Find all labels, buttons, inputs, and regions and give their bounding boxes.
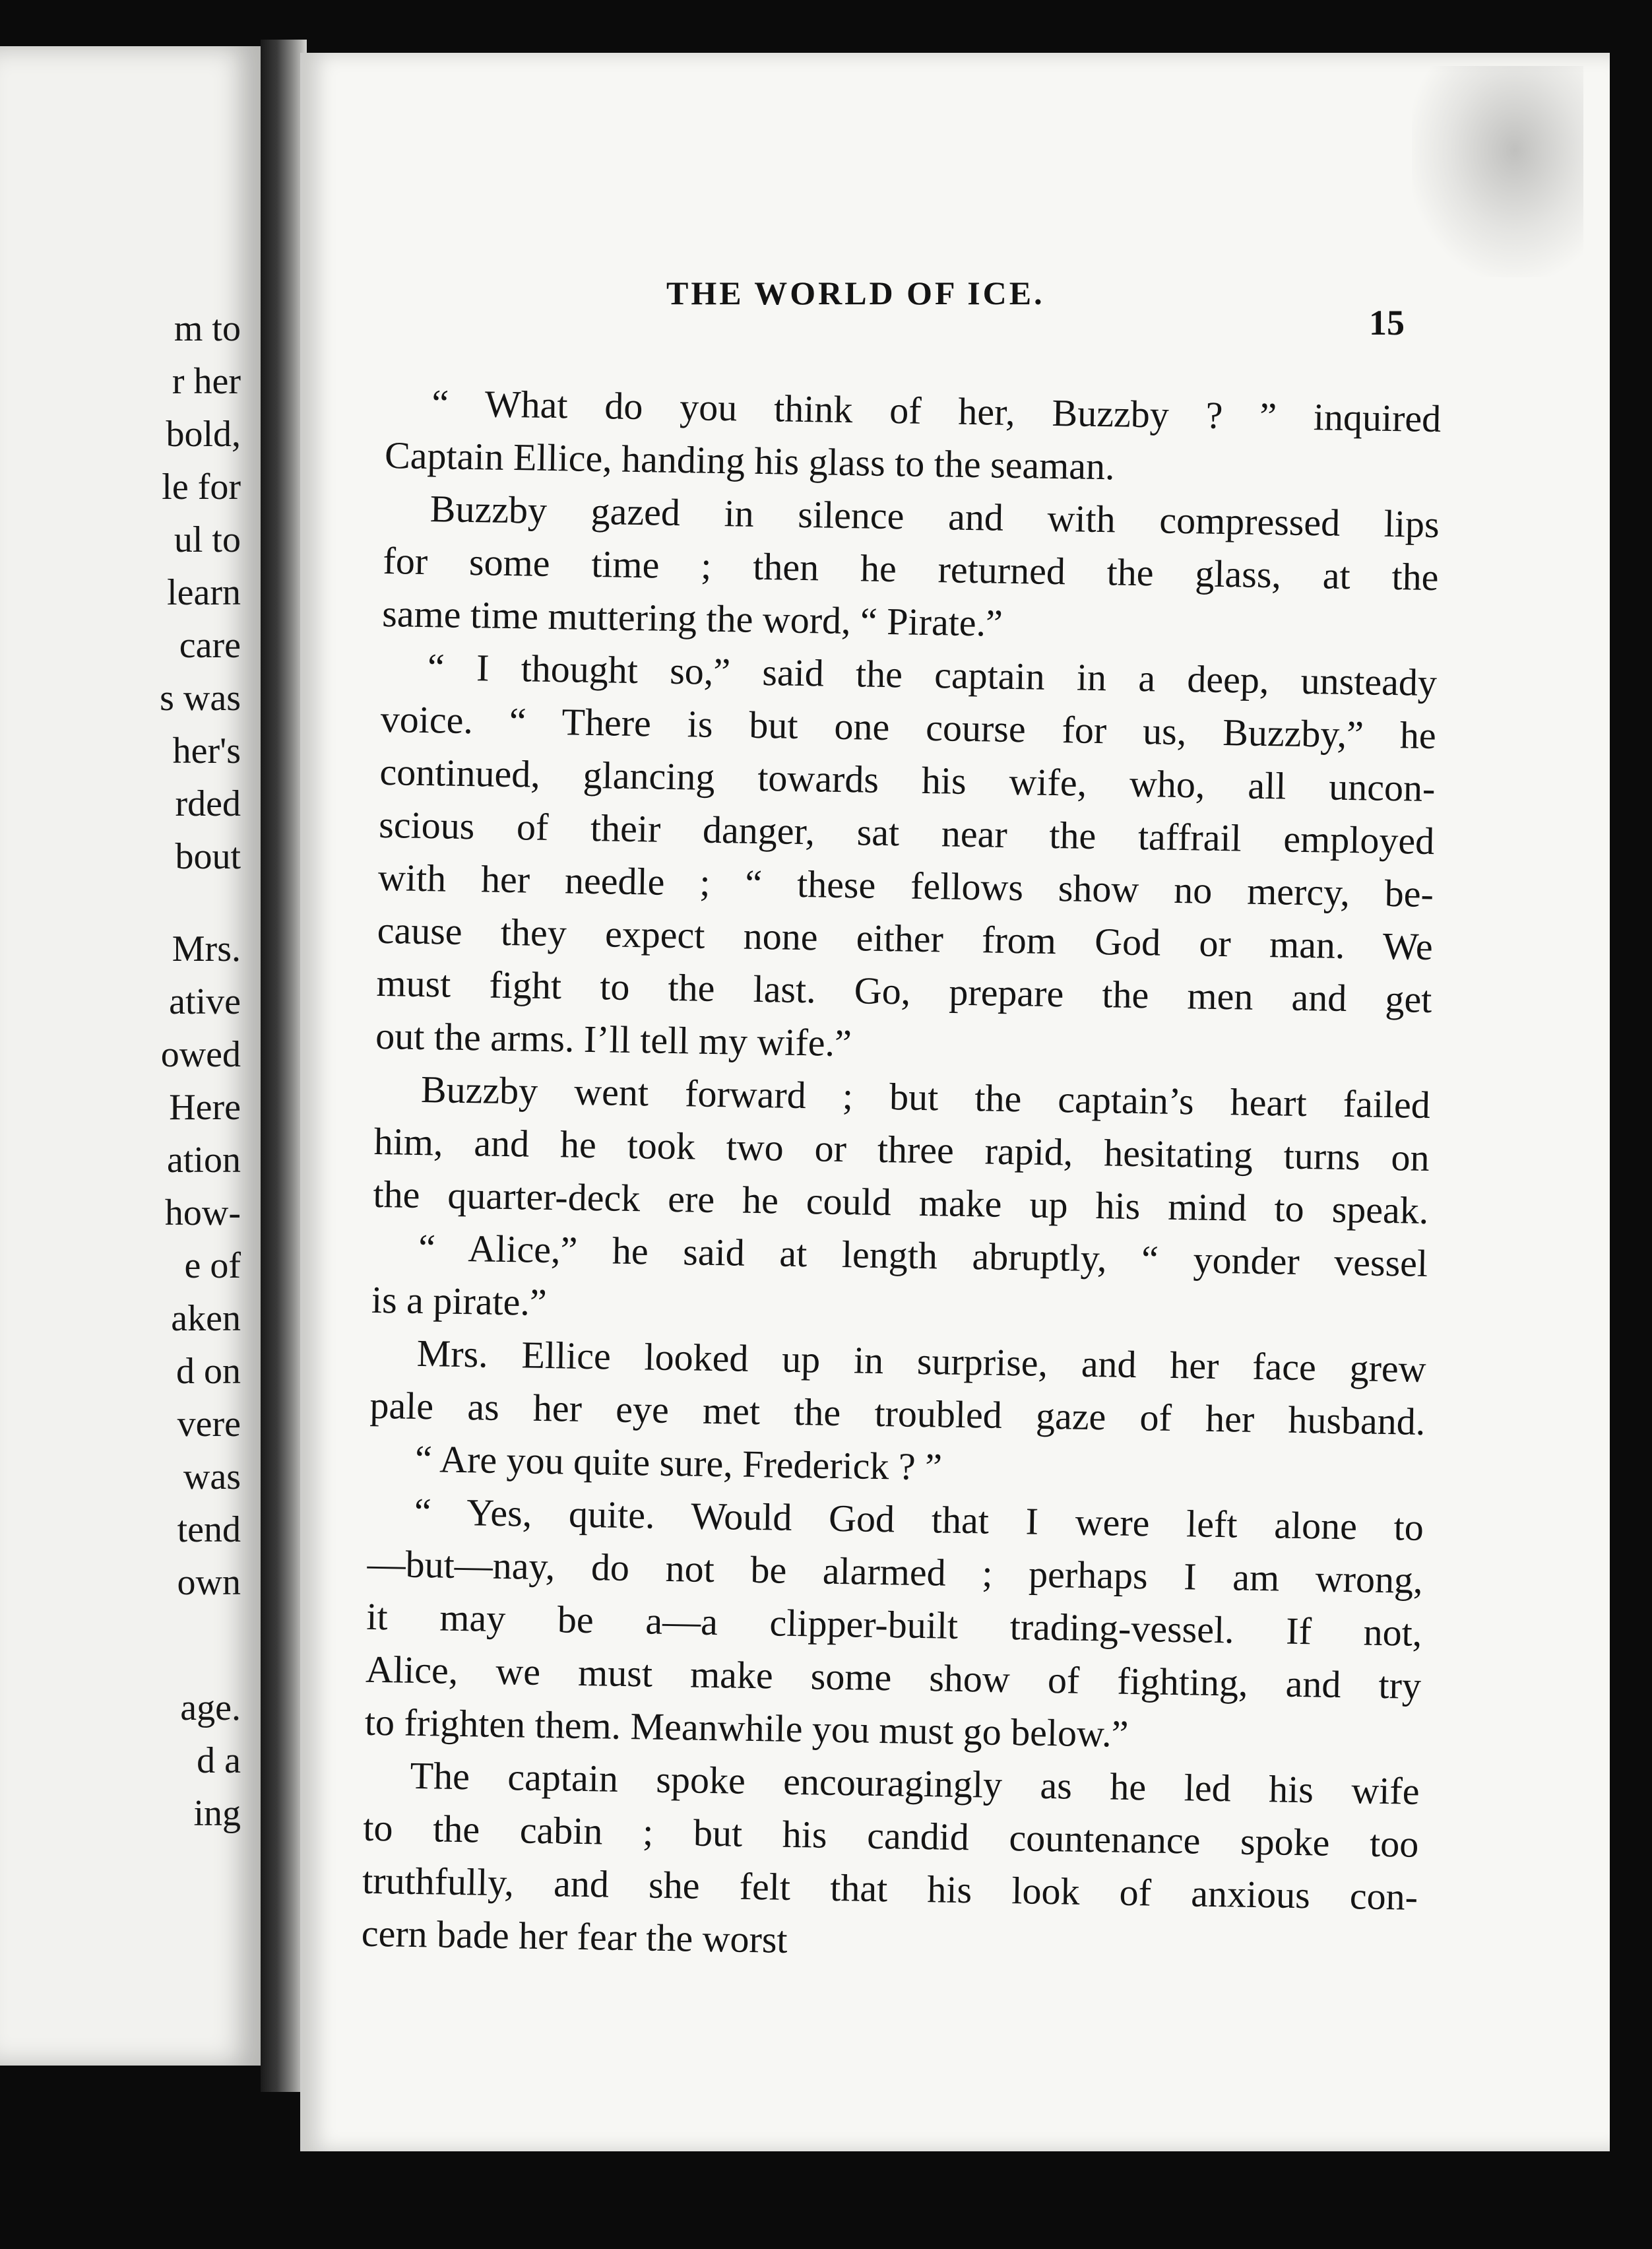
previous-page-line-fragment: Here: [169, 1087, 241, 1128]
text-line: The captain spoke encouragingly as he led his wife: [410, 1753, 1420, 1813]
text-line: it may be a—a clipper-built trading-vessel. If not,: [365, 1594, 1422, 1654]
text-line: “ I thought so,” said the captain in a deep, unsteady: [427, 645, 1438, 705]
previous-page-line-fragment: e of: [184, 1245, 241, 1286]
text-line: pale as her eye met the troubled gaze of her husband.: [369, 1383, 1426, 1443]
text-line: for some time ; then he returned the glass, at the: [383, 538, 1439, 599]
previous-page-line-fragment: care: [179, 625, 241, 666]
previous-page-line-fragment: was: [183, 1456, 241, 1497]
text-line: scious of their danger, sat near the taffrail employed: [378, 802, 1435, 863]
previous-page-line-fragment: d on: [176, 1351, 241, 1392]
text-line: continued, glancing towards his wife, who, all uncon-: [379, 750, 1436, 810]
previous-page-line-fragment: bold,: [166, 414, 241, 455]
text-line: him, and he took two or three rapid, hesitating turns on: [373, 1119, 1430, 1179]
text-line: Alice, we must make some show of fighting, and try: [365, 1647, 1422, 1707]
running-head: THE WORLD OF ICE.: [666, 275, 1045, 311]
previous-page-line-fragment: m to: [174, 308, 241, 349]
previous-page-line-fragment: le for: [162, 467, 241, 507]
text-line: cause they expect none either from God or man. We: [377, 908, 1434, 969]
page-stain: [1412, 66, 1583, 277]
text-line: “ Yes, quite. Would God that I were left alone to: [414, 1489, 1424, 1549]
previous-page-line-fragment: ing: [193, 1793, 241, 1834]
previous-page-line-fragment: learn: [167, 572, 241, 613]
previous-page-line-fragment: Mrs.: [172, 929, 241, 969]
text-line: voice. “ There is but one course for us, Buzzby,” he: [380, 697, 1437, 758]
body-text: [361, 376, 1442, 1976]
text-line: out the arms. I’ll tell my wife.”: [375, 1014, 852, 1065]
text-line: to frighten them. Meanwhile you must go below.”: [364, 1700, 1129, 1755]
text-line: with her needle ; “ these fellows show no mercy, be-: [377, 855, 1434, 916]
book-page: [300, 53, 1610, 2151]
previous-page-line-fragment: s was: [160, 678, 241, 719]
text-line: Mrs. Ellice looked up in surprise, and her face grew: [416, 1331, 1427, 1390]
previous-page-line-fragment: owed: [160, 1034, 241, 1075]
page-number: 15: [1369, 303, 1405, 342]
text-line: to the cabin ; but his candid countenance spoke too: [362, 1806, 1419, 1866]
previous-page-line-fragment: ul to: [174, 519, 241, 560]
previous-page-line-fragment: aken: [171, 1298, 241, 1339]
text-line: same time muttering the word, “ Pirate.”: [381, 591, 1003, 645]
previous-page-fragment: [0, 46, 261, 2066]
previous-page-line-fragment: tend: [177, 1509, 241, 1550]
previous-page-line-fragment: age.: [180, 1687, 241, 1728]
previous-page-line-fragment: ative: [169, 981, 241, 1022]
previous-page-line-fragment: rded: [175, 783, 241, 824]
previous-page-line-fragment: ation: [167, 1140, 241, 1181]
text-line: Buzzby gazed in silence and with compressed lips: [429, 487, 1440, 546]
previous-page-line-fragment: vere: [177, 1404, 241, 1445]
previous-page-line-fragment: bout: [175, 836, 241, 877]
scan-border: [1610, 0, 1652, 2249]
text-line: “ Are you quite sure, Frederick ? ”: [414, 1437, 943, 1489]
previous-page-line-fragment: how-: [164, 1192, 241, 1233]
text-line: —but—nay, do not be alarmed ; perhaps I am wrong,: [367, 1542, 1424, 1602]
previous-page-line-fragment: d a: [197, 1740, 241, 1781]
text-line: Captain Ellice, handing his glass to the seaman.: [384, 433, 1116, 488]
previous-page-line-fragment: her's: [172, 731, 241, 771]
text-line: is a pirate.”: [371, 1278, 548, 1324]
text-line: truthfully, and she felt that his look of anxious con-: [362, 1858, 1418, 1918]
text-line: “ What do you think of her, Buzzby ? ” inquired: [431, 381, 1442, 441]
text-line: the quarter-deck ere he could make up his mind to speak.: [373, 1172, 1429, 1232]
previous-page-line-fragment: r her: [172, 361, 241, 402]
text-line: must fight to the last. Go, prepare the men and get: [376, 961, 1432, 1022]
previous-page-line-fragment: own: [177, 1562, 241, 1603]
text-line: Buzzby went forward ; but the captain’s heart failed: [420, 1067, 1431, 1126]
text-line: cern bade her fear the worst: [361, 1911, 788, 1961]
text-line: “ Alice,” he said at length abruptly, “ yonder vessel: [418, 1225, 1428, 1285]
